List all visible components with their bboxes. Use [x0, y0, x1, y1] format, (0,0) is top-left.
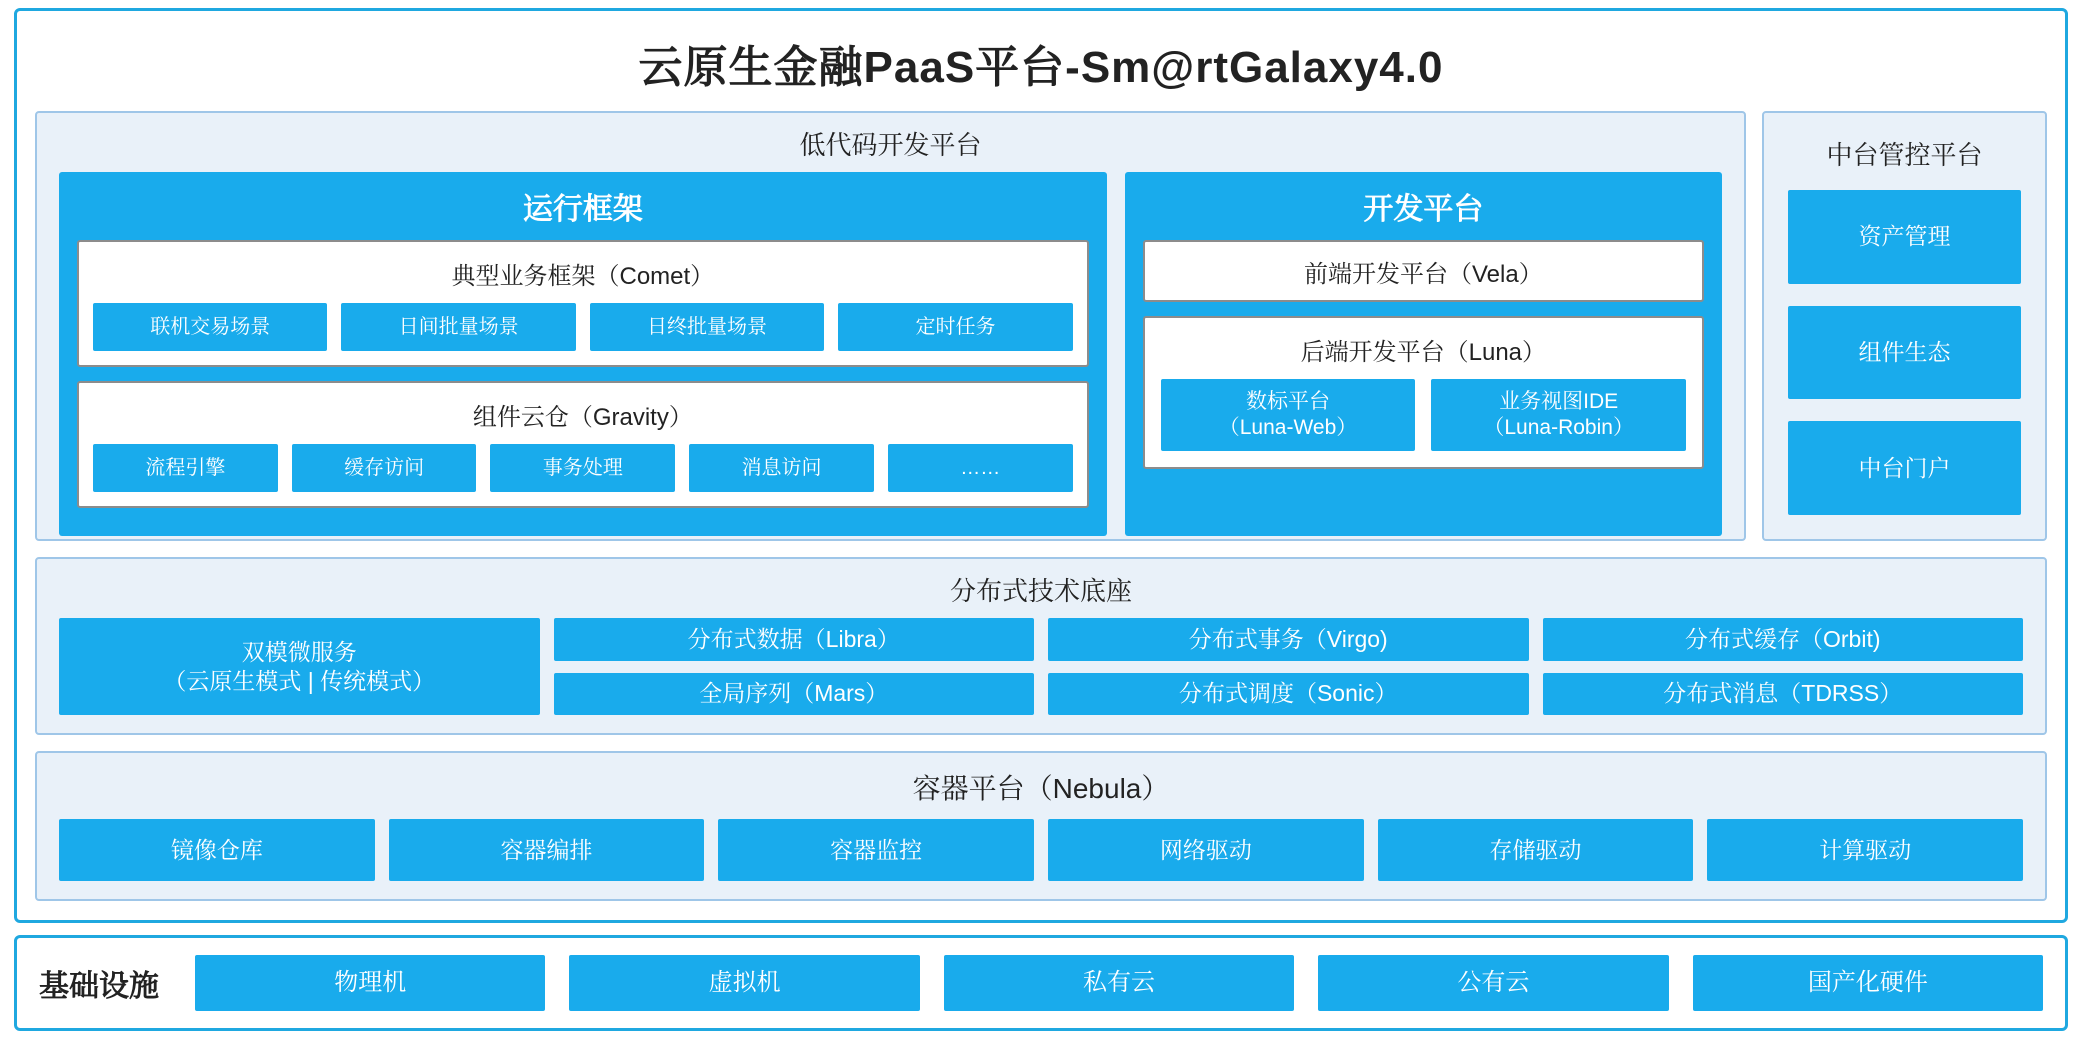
distributed-base-title: 分布式技术底座 [949, 576, 1132, 606]
container-item[interactable]: 镜像仓库 [59, 819, 375, 881]
distributed-item[interactable]: 分布式事务（Virgo) [1048, 618, 1529, 661]
lowcode-platform-title: 低代码开发平台 [799, 130, 982, 160]
mid-platform-item[interactable]: 资产管理 [1788, 190, 2021, 284]
comet-item[interactable]: 联机交易场景 [93, 303, 327, 351]
comet-group [77, 240, 1089, 367]
microservice-item[interactable] [59, 618, 540, 715]
gravity-group [77, 381, 1089, 508]
infrastructure-item[interactable]: 公有云 [1318, 955, 1668, 1011]
container-item[interactable]: 网络驱动 [1048, 819, 1364, 881]
luna-item-web-line1: 数标平台 [1246, 389, 1331, 413]
luna-item-web[interactable] [1161, 379, 1416, 451]
lowcode-inner [37, 172, 1744, 554]
infrastructure-items [195, 955, 2043, 1011]
infrastructure-frame [14, 935, 2068, 1031]
microservice-cell [59, 618, 540, 715]
gravity-title: 组件云仓（Gravity） [472, 404, 693, 431]
distributed-item[interactable]: 分布式缓存（Orbit) [1543, 618, 2024, 661]
gravity-item[interactable]: …… [888, 444, 1073, 492]
container-item[interactable]: 容器编排 [389, 819, 705, 881]
page-title: 云原生金融PaaS平台-Sm@rtGalaxy4.0 [638, 43, 1444, 92]
luna-item-robin-line1: 业务视图IDE [1499, 389, 1619, 413]
mid-platform-title: 中台管控平台 [1826, 140, 1983, 170]
gravity-item[interactable]: 事务处理 [490, 444, 675, 492]
infrastructure-item[interactable]: 私有云 [944, 955, 1294, 1011]
microservice-line1: 双模微服务 [241, 638, 357, 665]
vela-frontend-platform[interactable]: 前端开发平台（Vela） [1143, 240, 1704, 302]
comet-item[interactable]: 日间批量场景 [341, 303, 575, 351]
mid-platform-items [1764, 190, 2045, 539]
microservice-line2: （云原生模式 | 传统模式） [163, 667, 436, 694]
distributed-item[interactable]: 全局序列（Mars） [554, 673, 1035, 716]
luna-item-robin[interactable] [1431, 379, 1686, 451]
gravity-items [93, 444, 1073, 492]
mid-platform-item[interactable]: 中台门户 [1788, 421, 2021, 515]
distributed-column-1 [554, 618, 1035, 715]
runtime-framework-title: 运行框架 [522, 193, 643, 226]
runtime-framework-block [59, 172, 1107, 536]
dev-platform-block [1125, 172, 1722, 536]
platform-frame [14, 8, 2068, 923]
distributed-base-panel [35, 557, 2047, 735]
dev-platform-title: 开发平台 [1363, 193, 1484, 226]
gravity-item[interactable]: 缓存访问 [292, 444, 477, 492]
comet-item[interactable]: 日终批量场景 [590, 303, 824, 351]
comet-item[interactable]: 定时任务 [838, 303, 1072, 351]
luna-group [1143, 316, 1704, 469]
top-row [35, 111, 2047, 541]
container-item[interactable]: 容器监控 [718, 819, 1034, 881]
container-item[interactable]: 计算驱动 [1707, 819, 2023, 881]
distributed-item[interactable]: 分布式数据（Libra） [554, 618, 1035, 661]
luna-items [1161, 379, 1686, 451]
luna-title: 后端开发平台（Luna） [1300, 339, 1547, 366]
mid-platform-panel [1762, 111, 2047, 541]
gravity-item[interactable]: 流程引擎 [93, 444, 278, 492]
container-platform-title: 容器平台（Nebula） [912, 773, 1170, 804]
comet-title: 典型业务框架（Comet） [451, 263, 715, 290]
distributed-base-grid [37, 618, 2045, 733]
distributed-column-3 [1543, 618, 2024, 715]
mid-platform-item[interactable]: 组件生态 [1788, 306, 2021, 400]
distributed-item[interactable]: 分布式消息（TDRSS） [1543, 673, 2024, 716]
container-platform-items [37, 819, 2045, 899]
gravity-item[interactable]: 消息访问 [689, 444, 874, 492]
luna-item-web-line2: （Luna-Web） [1218, 416, 1358, 439]
infrastructure-item[interactable]: 国产化硬件 [1693, 955, 2043, 1011]
luna-item-robin-line2: （Luna-Robin） [1483, 416, 1634, 439]
distributed-column-2 [1048, 618, 1529, 715]
container-item[interactable]: 存储驱动 [1378, 819, 1694, 881]
lowcode-platform-panel [35, 111, 1746, 541]
infrastructure-item[interactable]: 虚拟机 [569, 955, 919, 1011]
comet-items [93, 303, 1073, 351]
infrastructure-label: 基础设施 [39, 970, 159, 1003]
distributed-item[interactable]: 分布式调度（Sonic） [1048, 673, 1529, 716]
container-platform-panel [35, 751, 2047, 901]
infrastructure-item[interactable]: 物理机 [195, 955, 545, 1011]
